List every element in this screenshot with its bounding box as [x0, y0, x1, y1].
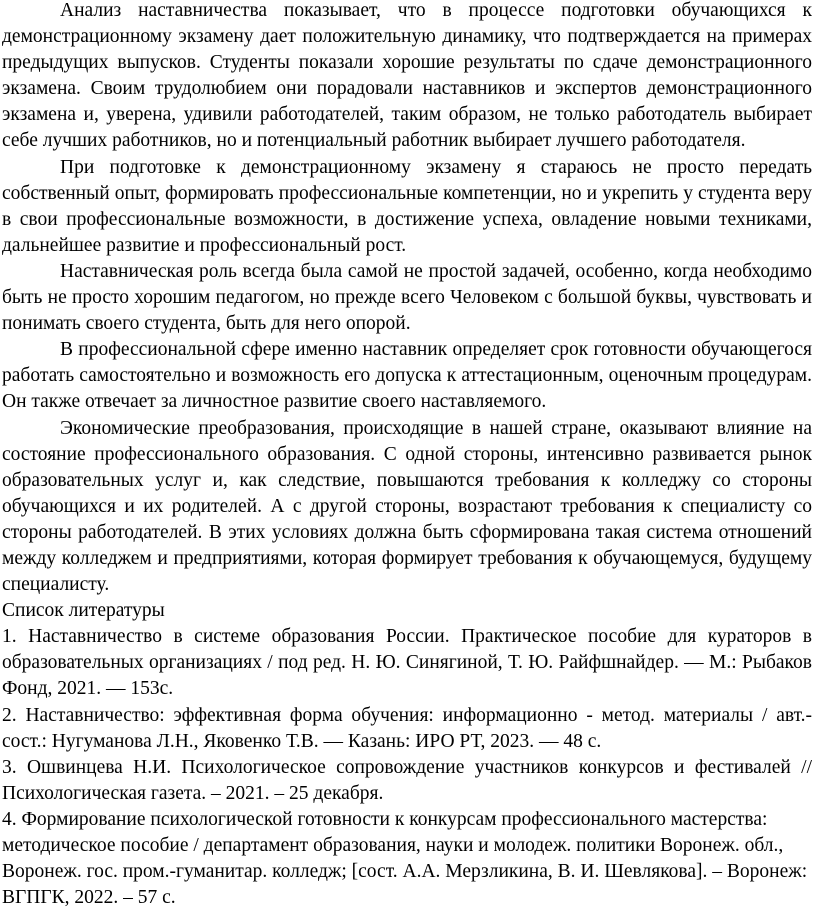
reference-item-3: 3. Ошвинцева Н.И. Психологическое сопровождение участников конкурсов и фестивалей // Психологическая газета. – 2021. – 25 декабря.: [2, 756, 812, 804]
reference-item-2: 2. Наставничество: эффективная форма обучения: информационно - метод. материалы / авт.-сост.: Нугуманова Л.Н., Яковенко Т.В. — Казань: ИРО РТ, 2023. — 48 с.: [2, 704, 812, 752]
reference-item-1: 1. Наставничество в системе образования России. Практическое пособие для кураторов в образовательных организациях / под ред. Н. Ю. Синягиной, Т. Ю. Райфшнайдер. — М.: Рыбаков Фонд, 2021. — 153с.: [2, 626, 812, 700]
body-paragraph-1: Анализ наставничества показывает, что в процессе подготовки обучающихся к демонстрационному экзамену дает положительную динамику, что подтверждается на примерах предыдущих выпусков. Студенты показали хорошие результаты по сдаче демонстрационного экзамена. Своим трудолюбием они порадовали наставников и экспертов демонстрационного экзамена и, уверена, удивили работодателей, таким образом, не только работодатель выбирает себе лучших работников, но и потенциальный работник выбирает лучшего работодателя.: [2, 0, 812, 152]
body-paragraph-3: Наставническая роль всегда была самой не простой задачей, особенно, когда необходимо быть не просто хорошим педагогом, но прежде всего Человеком с большой буквы, чувствовать и понимать своего студента, быть для него опорой.: [2, 260, 812, 335]
body-paragraph-5: Экономические преобразования, происходящие в нашей стране, оказывают влияние на состояние профессионального образования. С одной стороны, интенсивно развивается рынок образовательных услуг и, как следствие, повышаются требования к колледжу со стороны обучающихся и их родителей. А с другой стороны, возрастают требования к специалисту со стороны работодателей. В этих условиях должна быть сформирована такая система отношений между колледжем и предприятиями, которая формирует требования к обучающемуся, будущему специалисту.: [2, 417, 812, 596]
body-paragraph-2: При подготовке к демонстрационному экзамену я стараюсь не просто передать собственный опыт, формировать профессиональные компетенции, но и укрепить у студента веру в свои профессиональные возможности, в достижение успеха, овладение новыми техниками, дальнейшее развитие и профессиональный рост.: [2, 156, 812, 256]
document-page: [2, 0, 812, 911]
references-heading: Список литературы: [2, 600, 165, 622]
body-paragraph-4: В профессиональной сфере именно наставник определяет срок готовности обучающегося работать самостоятельно и возможность его допуска к аттестационным, оценочным процедурам. Он также отвечает за личностное развитие своего наставляемого.: [2, 339, 812, 413]
reference-item-4: 4. Формирование психологической готовности к конкурсам профессионального мастерства: методическое пособие / департамент образования, науки и молодеж. политики Воронеж. обл., Воронеж. гос. пром.-гуманитар. колледж; [сост. А.А. Мерзликина, В. И. Шевлякова]. – Воронеж: ВГПГК, 2022. – 57 с.: [2, 808, 808, 909]
